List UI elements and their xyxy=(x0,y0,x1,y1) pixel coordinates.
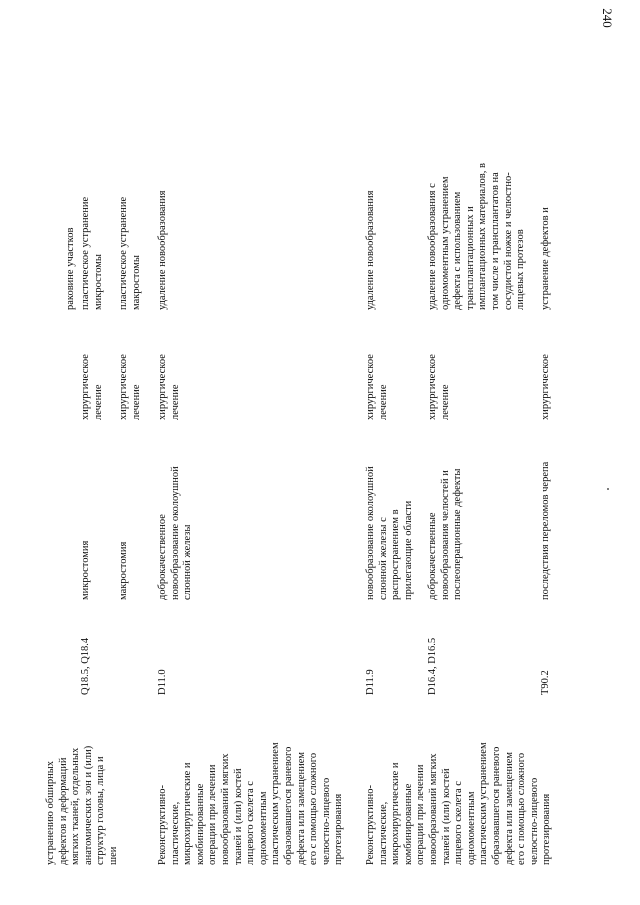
cell-treatment: хирургическое лечение xyxy=(427,354,451,420)
cell-name: устранению обширных дефектов и деформаций мягких тканей, отдельных анатомических зон и (или) структур головы, лица и шеи xyxy=(45,745,119,865)
cell-treatment: хирургическое лечение xyxy=(118,354,142,420)
rotated-table xyxy=(35,35,553,865)
cell-method: устранение дефектов и xyxy=(540,207,551,310)
cell-treatment: хирургическое лечение xyxy=(80,354,104,420)
cell-treatment: хирургическое лечение xyxy=(157,354,181,420)
cell-model: последствия переломов черепа xyxy=(540,461,551,600)
cell-model: доброкачественное новообразование околоушной слюнной железы xyxy=(157,466,194,600)
cell-prev-tail: раковине участков xyxy=(65,227,76,310)
cell-method: пластическое устранение микростомы xyxy=(80,196,104,310)
cell-model: микростомия xyxy=(80,540,91,600)
cell-name: Реконструктивно- пластические, микрохирургические и комбинированные операции при лечении новообразований мягких тканей и (или) костей лицевого скелета с одномоментным пластическим устранением образовавшегося раневого дефекта или замещением его с помощью сложного челюстно-лицевого протезирования xyxy=(365,742,553,865)
scan-speck xyxy=(607,488,609,490)
cell-name: Реконструктивно- пластические, микрохирургические и комбинированные операции при лечении новообразований мягких тканей и (или) костей лицевого скелета с одномоментным пластическим устранением образовавшегося раневого дефекта или замещением его с помощью сложного челюстно-лицевого протезирования xyxy=(157,742,345,865)
cell-code: T90.2 xyxy=(540,670,551,695)
cell-method: удаление новообразования с одномоментным устранением дефекта с использованием трансплантационных и имплантационных материалов, в том числе и трансплантатов на сосудистой ножке и челюстно- лицевых протезов xyxy=(427,163,527,310)
cell-model: доброкачественные новообразования челюстей и послеоперационные дефекты xyxy=(427,468,464,600)
cell-model: новообразование околоушной слюнной железы с распространением в прилегающие области xyxy=(365,466,414,600)
cell-code: D16.4, D16.5 xyxy=(427,637,438,695)
page-number: 240 xyxy=(600,8,615,28)
cell-code: D11.9 xyxy=(365,669,376,695)
cell-code: D11.0 xyxy=(157,669,168,695)
cell-treatment: хирургическое лечение xyxy=(365,354,389,420)
cell-method: удаление новообразования xyxy=(157,190,168,310)
cell-model: макростомия xyxy=(118,541,129,600)
cell-code: Q18.5, Q18.4 xyxy=(80,637,91,695)
cell-treatment: хирургическое xyxy=(540,354,551,420)
cell-method: удаление новообразования xyxy=(365,190,376,310)
cell-method: пластическое устранение макростомы xyxy=(118,196,142,310)
